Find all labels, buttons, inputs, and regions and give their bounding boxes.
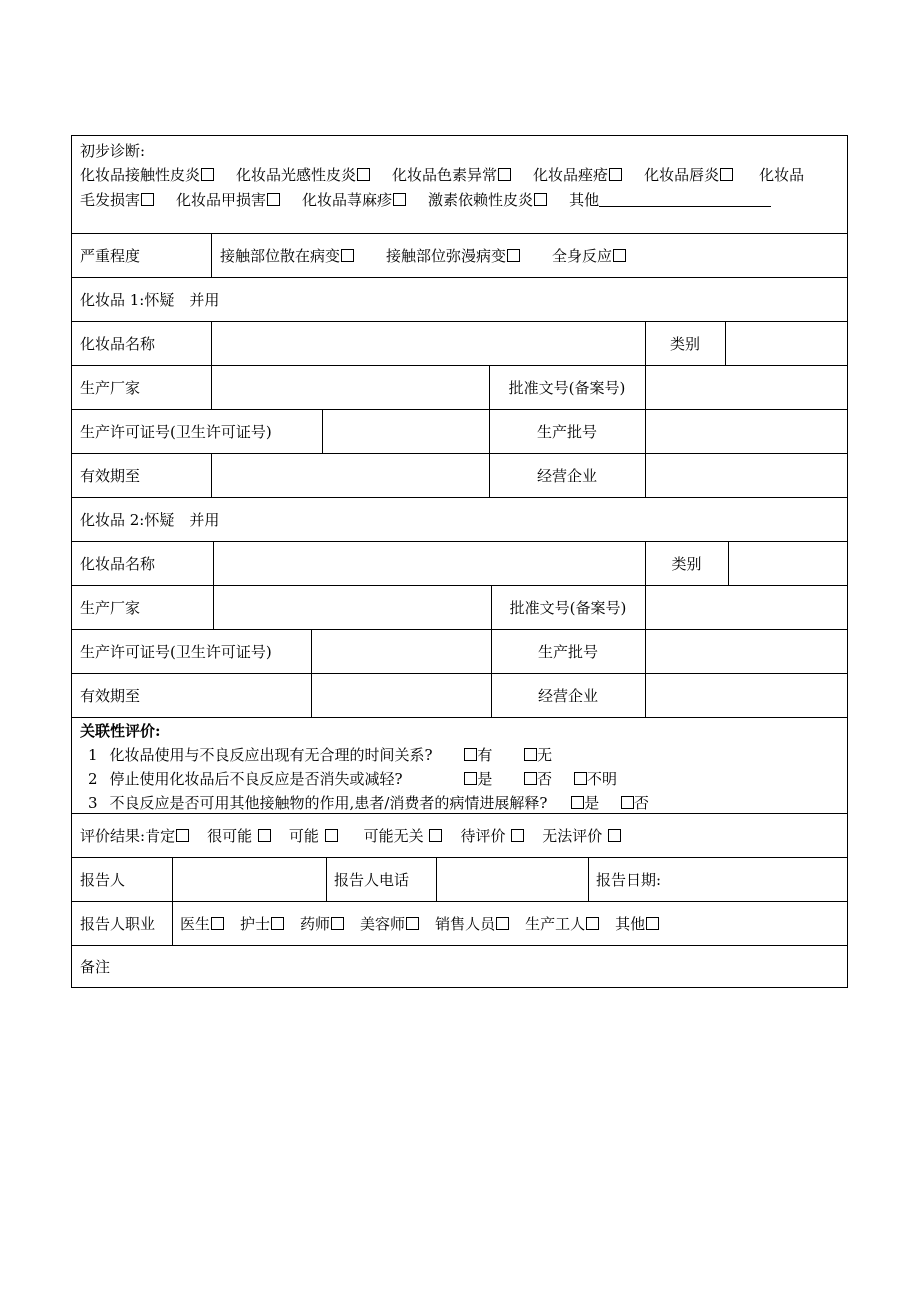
checkbox-icon — [331, 917, 344, 930]
result-certain[interactable]: 肯定 — [145, 825, 189, 846]
product2-maker-label: 生产厂家 — [80, 599, 141, 617]
job-beautician[interactable]: 美容师 — [360, 913, 419, 934]
other-blank-line — [599, 192, 771, 207]
severity-row — [72, 234, 847, 278]
q1-option-yes[interactable]: 有 — [463, 746, 492, 764]
product1-header: 化妆品 1:怀疑 并用 — [80, 291, 220, 309]
reporter-job-label: 报告人职业 — [80, 915, 156, 933]
checkbox-icon — [608, 829, 621, 842]
product2-batch-input[interactable] — [645, 630, 847, 673]
product2-name-row — [72, 542, 847, 586]
checkbox-icon — [258, 829, 271, 842]
product1-expiry-input[interactable] — [212, 454, 489, 497]
checkbox-icon — [341, 249, 354, 262]
checkbox-icon — [201, 168, 214, 181]
product2-batch-label: 生产批号 — [537, 643, 598, 661]
diagnosis-options-line2 — [80, 189, 771, 210]
diag-pigment-abnormal[interactable]: 化妆品色素异常 — [392, 166, 511, 184]
reporter-name-label: 报告人 — [80, 871, 126, 889]
diag-nail-damage[interactable]: 化妆品甲损害 — [176, 191, 280, 209]
product1-batch-label: 生产批号 — [536, 423, 597, 441]
product1-category-input[interactable] — [725, 322, 847, 365]
reporter-job-row — [72, 902, 847, 946]
product1-maker-label: 生产厂家 — [80, 379, 141, 397]
product2-expiry-row — [72, 674, 847, 718]
result-pending[interactable]: 待评价 — [460, 825, 524, 846]
diag-cheilitis[interactable]: 化妆品唇炎 — [644, 166, 733, 184]
diagnosis-row — [72, 136, 847, 234]
result-unlikely[interactable]: 可能无关 — [364, 825, 443, 846]
remarks-label[interactable]: 备注 — [80, 958, 111, 976]
relevance-q2: 2 停止使用化妆品后不良反应是否消失或减轻? 是 否 不明 — [88, 770, 617, 788]
checkbox-icon — [464, 772, 477, 785]
product1-approval-label: 批准文号(备案号) — [508, 379, 626, 397]
checkbox-icon — [586, 917, 599, 930]
product2-name-input[interactable] — [214, 542, 645, 585]
product2-expiry-label: 有效期至 — [80, 687, 141, 705]
diag-line1-continuation: 化妆品 — [759, 166, 805, 184]
checkbox-icon — [511, 829, 524, 842]
checkbox-icon — [534, 193, 547, 206]
checkbox-icon — [271, 917, 284, 930]
checkbox-icon — [357, 168, 370, 181]
diag-photosensitive-dermatitis[interactable]: 化妆品光感性皮炎 — [236, 166, 370, 184]
checkbox-icon — [621, 796, 634, 809]
checkbox-icon — [524, 772, 537, 785]
checkbox-icon — [406, 917, 419, 930]
reporter-row — [72, 858, 847, 902]
product2-category-label: 类别 — [671, 555, 702, 573]
product1-dealer-input[interactable] — [645, 454, 847, 497]
product2-dealer-input[interactable] — [645, 674, 847, 717]
diag-other[interactable]: 其他 — [569, 191, 771, 209]
checkbox-icon — [646, 917, 659, 930]
relevance-title: 关联性评价: — [80, 722, 161, 740]
product2-maker-row — [72, 586, 847, 630]
checkbox-icon — [429, 829, 442, 842]
product1-maker-row — [72, 366, 847, 410]
result-options — [72, 814, 847, 857]
checkbox-icon — [507, 249, 520, 262]
q1-option-no[interactable]: 无 — [523, 746, 552, 764]
checkbox-icon — [141, 193, 154, 206]
product2-name-label: 化妆品名称 — [80, 555, 156, 573]
result-very-likely[interactable]: 很可能 — [207, 825, 271, 846]
product2-license-row — [72, 630, 847, 674]
checkbox-icon — [571, 796, 584, 809]
product2-approval-label: 批准文号(备案号) — [509, 599, 627, 617]
checkbox-icon — [464, 748, 477, 761]
product1-expiry-row — [72, 454, 847, 498]
reporter-phone-input[interactable] — [436, 858, 588, 901]
product1-license-label: 生产许可证号(卫生许可证号) — [80, 423, 272, 441]
diag-hormone-dermatitis[interactable]: 激素依赖性皮炎 — [428, 191, 547, 209]
job-nurse[interactable]: 护士 — [240, 913, 284, 934]
q3-option-yes[interactable]: 是 — [570, 794, 599, 812]
job-production-worker[interactable]: 生产工人 — [525, 913, 599, 934]
checkbox-icon — [498, 168, 511, 181]
checkbox-icon — [720, 168, 733, 181]
relevance-q1: 1 化妆品使用与不良反应出现有无合理的时间关系? 有 无 — [88, 746, 553, 764]
checkbox-icon — [496, 917, 509, 930]
diag-contact-dermatitis[interactable]: 化妆品接触性皮炎 — [80, 166, 214, 184]
checkbox-icon — [211, 917, 224, 930]
product2-header-row — [72, 498, 847, 542]
remarks-row — [72, 946, 847, 987]
product1-dealer-label: 经营企业 — [536, 467, 597, 485]
product1-header-row — [72, 278, 847, 322]
severity-diffuse[interactable]: 接触部位弥漫病变 — [386, 245, 520, 266]
severity-scattered[interactable]: 接触部位散在病变 — [220, 245, 354, 266]
product1-batch-input[interactable] — [645, 410, 847, 453]
job-other[interactable]: 其他 — [615, 913, 659, 934]
product2-approval-input[interactable] — [645, 586, 847, 629]
checkbox-icon — [267, 193, 280, 206]
job-doctor[interactable]: 医生 — [180, 913, 224, 934]
relevance-q3: 3 不良反应是否可用其他接触物的作用,患者/消费者的病情进展解释? 是 否 — [88, 794, 650, 812]
product1-license-input[interactable] — [322, 410, 489, 453]
diag-urticaria[interactable]: 化妆品荨麻疹 — [302, 191, 406, 209]
diagnosis-options-line1 — [80, 164, 804, 185]
q2-option-unknown[interactable]: 不明 — [573, 770, 617, 788]
product1-license-row — [72, 410, 847, 454]
reporter-phone-label: 报告人电话 — [334, 871, 410, 889]
checkbox-icon — [393, 193, 406, 206]
diag-acne[interactable]: 化妆品痤疮 — [533, 166, 622, 184]
job-pharmacist[interactable]: 药师 — [300, 913, 344, 934]
checkbox-icon — [609, 168, 622, 181]
severity-systemic[interactable]: 全身反应 — [552, 245, 626, 266]
q2-option-yes[interactable]: 是 — [463, 770, 492, 788]
q2-option-no[interactable]: 否 — [523, 770, 552, 788]
product2-expiry-input[interactable] — [311, 674, 491, 717]
product2-license-input[interactable] — [311, 630, 491, 673]
relevance-row — [72, 718, 847, 814]
product1-name-input[interactable] — [212, 322, 645, 365]
product2-maker-input[interactable] — [214, 586, 491, 629]
product1-maker-input[interactable] — [212, 366, 489, 409]
product1-name-row — [72, 322, 847, 366]
reporter-name-input[interactable] — [172, 858, 326, 901]
checkbox-icon — [524, 748, 537, 761]
reporter-date-label[interactable]: 报告日期: — [596, 871, 662, 889]
product2-category-input[interactable] — [728, 542, 847, 585]
product2-license-label: 生产许可证号(卫生许可证号) — [80, 643, 272, 661]
result-row — [72, 814, 847, 858]
product1-category-label: 类别 — [669, 335, 700, 353]
result-unable[interactable]: 无法评价 — [542, 825, 621, 846]
product1-approval-input[interactable] — [645, 366, 847, 409]
checkbox-icon — [574, 772, 587, 785]
diag-hair-damage[interactable]: 毛发损害 — [80, 191, 154, 209]
job-sales[interactable]: 销售人员 — [435, 913, 509, 934]
checkbox-icon — [176, 829, 189, 842]
checkbox-icon — [613, 249, 626, 262]
checkbox-icon — [325, 829, 338, 842]
q3-option-no[interactable]: 否 — [620, 794, 649, 812]
result-likely[interactable]: 可能 — [289, 825, 338, 846]
product2-dealer-label: 经营企业 — [537, 687, 598, 705]
severity-options — [212, 234, 847, 277]
result-label: 评价结果: — [80, 827, 146, 845]
product1-name-label: 化妆品名称 — [80, 335, 156, 353]
adverse-reaction-form — [71, 135, 848, 988]
severity-label: 严重程度 — [80, 247, 141, 265]
product2-header: 化妆品 2:怀疑 并用 — [80, 511, 220, 529]
diagnosis-label: 初步诊断: — [80, 142, 146, 160]
product1-expiry-label: 有效期至 — [80, 467, 141, 485]
reporter-job-options — [172, 902, 847, 945]
